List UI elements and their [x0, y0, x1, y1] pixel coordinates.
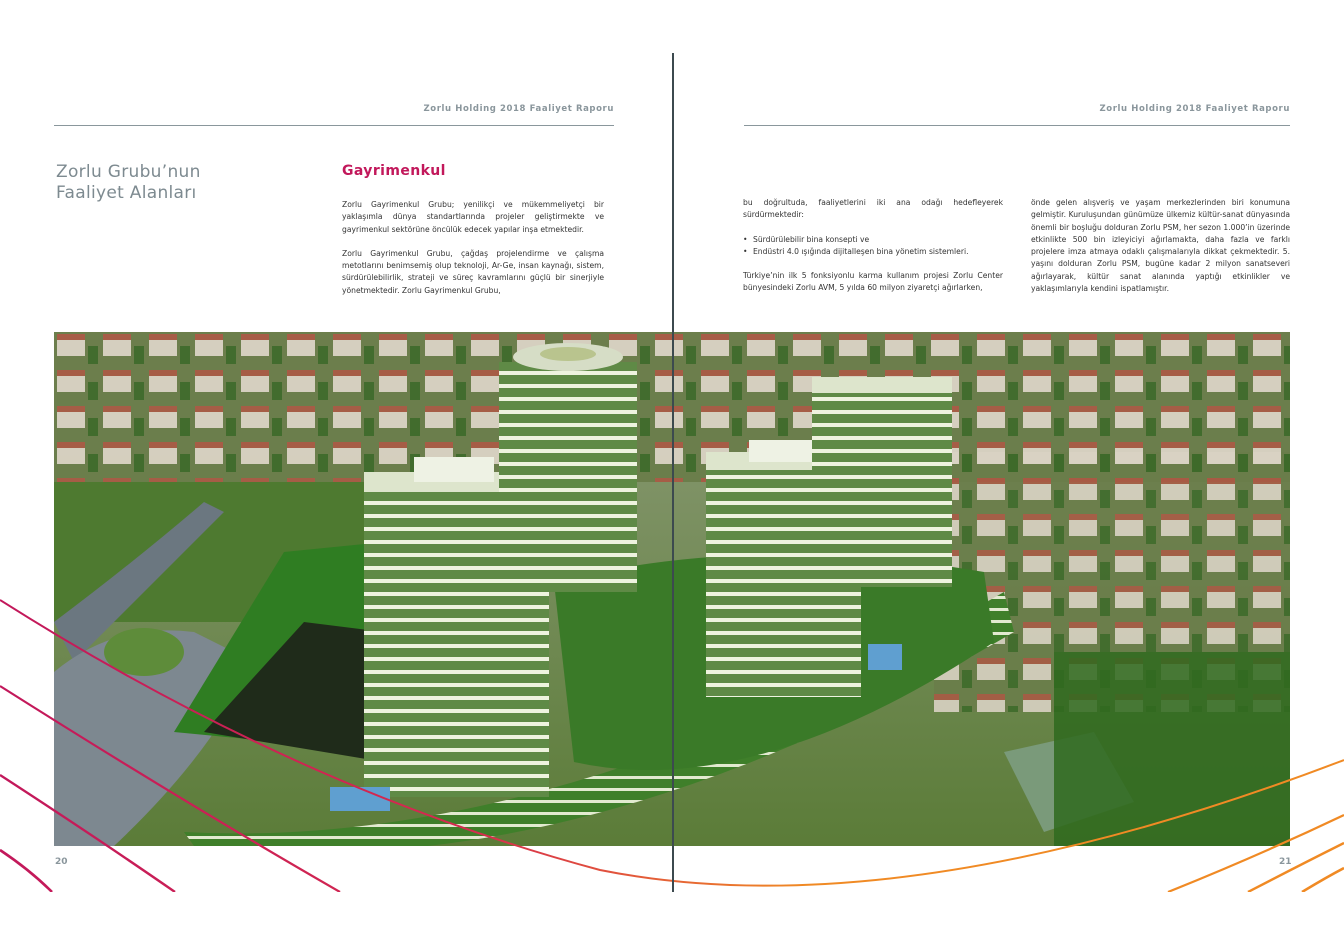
bullet-list [743, 234, 1003, 259]
header-rule-left [54, 125, 614, 126]
paragraph: Türkiye’nin ilk 5 fonksiyonlu karma kullanım projesi Zorlu Center bünyesindeki Zorlu AVM, 5 yılda 60 milyon ziyaretçi ağırlarken, [743, 271, 1003, 293]
left-text-column [342, 199, 604, 309]
sub-heading-gayrimenkul: Gayrimenkul [342, 163, 446, 179]
bullet-item: • Endüstri 4.0 ışığında dijitalleşen bina yönetim sistemleri. [743, 246, 1003, 258]
section-title [56, 162, 201, 204]
paragraph: Zorlu Gayrimenkul Grubu; yenilikçi ve mükemmeliyetçi bir yaklaşımla dünya standartlarında projeler geliştirmekte ve gayrimenkul sektörüne öncülük edecek yapılar inşa etmektedir. [342, 200, 604, 234]
running-head-right: Zorlu Holding 2018 Faaliyet Raporu [1099, 104, 1290, 114]
running-head-left: Zorlu Holding 2018 Faaliyet Raporu [423, 104, 614, 114]
page-spine-divider [672, 53, 674, 892]
page-bottom-margin [0, 892, 1344, 945]
header-rule-right [744, 125, 1290, 126]
page-number-right: 21 [1279, 857, 1292, 867]
paragraph: bu doğrultuda, faaliyetlerini iki ana odağı hedefleyerek sürdürmektedir: [743, 198, 1003, 220]
right-text-column-2 [1031, 197, 1290, 307]
section-title-line-1: Zorlu Grubu’nun [56, 162, 201, 182]
section-title-line-2: Faaliyet Alanları [56, 183, 197, 203]
paragraph: Zorlu Gayrimenkul Grubu, çağdaş projelendirme ve çalışma metotlarını benimsemiş olup teknoloji, Ar-Ge, insan kaynağı, sistem, sürdürülebilirlik, strateji ve süreç kavramlarını güçlü bir sinerjiyle yönetmektedir. Zorlu Gayrimenkul Grubu, [342, 248, 604, 295]
right-text-column-1 [743, 197, 1003, 307]
paragraph: önde gelen alışveriş ve yaşam merkezlerinden biri konumuna gelmiştir. Kuruluşundan günümüze ülkemiz kültür-sanat dünyasında önemli bir boşluğu dolduran Zorlu PSM, her sezon 1.000’in üzerinde etkinlikte 500 bin izleyiciyi ağırlamakta, daha fazla ve farklı projelere imza atmaya odaklı çalışmalarıyla dikkat çekmektedir. 5. yaşını dolduran Zorlu PSM, bugüne kadar 2 milyon sanatseveri ağırlayarak, kültür sanat alanında yaptığı etkinlikler ve yaklaşımlarıyla kendini ispatlamıştır. [1031, 198, 1290, 294]
page-number-left: 20 [55, 857, 68, 867]
bullet-item: • Sürdürülebilir bina konsepti ve [743, 234, 1003, 246]
